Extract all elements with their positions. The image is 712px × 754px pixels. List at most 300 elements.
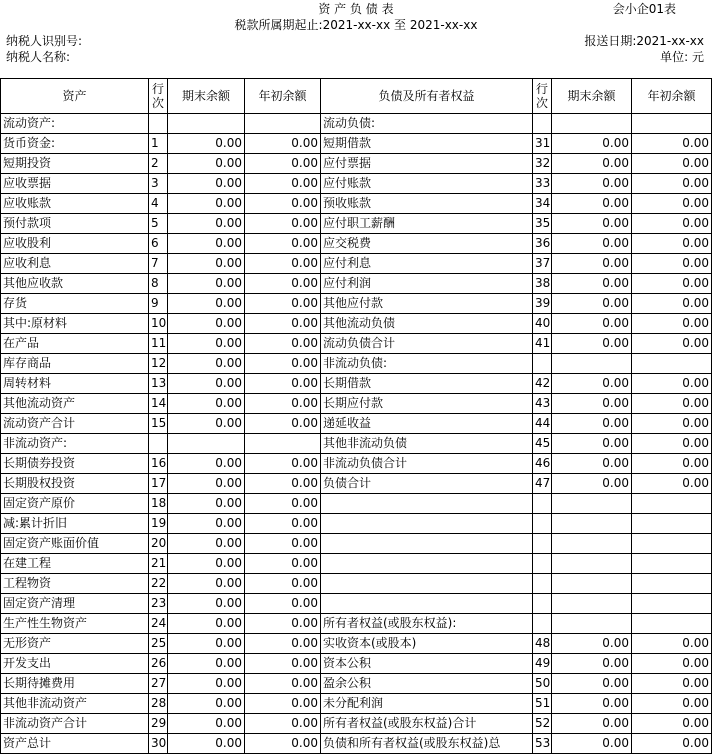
- asset-begin-balance-cell: 0.00: [245, 494, 321, 514]
- asset-line-cell: 22: [149, 574, 168, 594]
- line-header-bottom: 次: [535, 96, 548, 110]
- asset-name-cell: 流动资产合计: [1, 414, 149, 434]
- asset-line-column-header: [149, 79, 168, 114]
- asset-end-balance-cell: 0.00: [168, 214, 245, 234]
- liability-line-cell: [533, 554, 552, 574]
- liability-begin-balance-cell: 0.00: [632, 394, 712, 414]
- asset-begin-balance-cell: 0.00: [245, 734, 321, 754]
- asset-name-cell: 应收账款: [1, 194, 149, 214]
- asset-begin-balance-cell: 0.00: [245, 334, 321, 354]
- asset-line-cell: 20: [149, 534, 168, 554]
- asset-name-cell: 应收票据: [1, 174, 149, 194]
- asset-begin-balance-cell: 0.00: [245, 254, 321, 274]
- liability-end-balance-cell: 0.00: [552, 134, 632, 154]
- liability-name-cell: 预收账款: [321, 194, 533, 214]
- asset-name-cell: 长期待摊费用: [1, 674, 149, 694]
- asset-begin-balance-cell: [245, 434, 321, 454]
- liability-end-balance-cell: 0.00: [552, 254, 632, 274]
- asset-begin-balance-cell: 0.00: [245, 534, 321, 554]
- asset-name-cell: 其他非流动资产: [1, 694, 149, 714]
- liability-name-cell: [321, 594, 533, 614]
- asset-line-cell: 23: [149, 594, 168, 614]
- asset-begin-balance-cell: 0.00: [245, 274, 321, 294]
- liability-begin-balance-cell: 0.00: [632, 634, 712, 654]
- liability-begin-balance-cell: 0.00: [632, 174, 712, 194]
- liability-end-balance-cell: 0.00: [552, 674, 632, 694]
- asset-begin-balance-cell: 0.00: [245, 354, 321, 374]
- liability-name-cell: 应交税费: [321, 234, 533, 254]
- liability-begin-balance-cell: 0.00: [632, 654, 712, 674]
- liability-line-cell: 39: [533, 294, 552, 314]
- liability-end-balance-cell: 0.00: [552, 194, 632, 214]
- liability-begin-balance-cell: 0.00: [632, 734, 712, 754]
- liability-name-cell: 其他流动负债: [321, 314, 533, 334]
- table-row: [1, 494, 712, 514]
- liability-end-balance-cell: [552, 614, 632, 634]
- liability-end-balance-cell: [552, 354, 632, 374]
- liability-begin-balance-cell: 0.00: [632, 234, 712, 254]
- asset-end-balance-cell: 0.00: [168, 474, 245, 494]
- asset-begin-balance-cell: 0.00: [245, 574, 321, 594]
- liability-line-cell: [533, 494, 552, 514]
- liability-begin-balance-header: 年初余额: [632, 79, 712, 114]
- liability-line-cell: 48: [533, 634, 552, 654]
- liability-end-balance-cell: 0.00: [552, 714, 632, 734]
- asset-end-balance-cell: 0.00: [168, 254, 245, 274]
- asset-name-cell: 其他流动资产: [1, 394, 149, 414]
- asset-line-cell: 6: [149, 234, 168, 254]
- asset-line-cell: 14: [149, 394, 168, 414]
- asset-column-header: 资产: [1, 79, 149, 114]
- liability-line-cell: 47: [533, 474, 552, 494]
- liability-name-cell: 流动负债:: [321, 114, 533, 134]
- asset-end-balance-cell: 0.00: [168, 574, 245, 594]
- asset-end-balance-cell: 0.00: [168, 534, 245, 554]
- asset-end-balance-cell: 0.00: [168, 234, 245, 254]
- asset-end-balance-cell: 0.00: [168, 494, 245, 514]
- liability-begin-balance-cell: 0.00: [632, 474, 712, 494]
- liability-begin-balance-cell: 0.00: [632, 274, 712, 294]
- liability-name-cell: 负债和所有者权益(或股东权益)总: [321, 734, 533, 754]
- asset-begin-balance-cell: 0.00: [245, 714, 321, 734]
- liability-name-cell: 其他非流动负债: [321, 434, 533, 454]
- table-row: [1, 214, 712, 234]
- liability-line-cell: 45: [533, 434, 552, 454]
- asset-line-cell: 18: [149, 494, 168, 514]
- asset-name-cell: 固定资产清理: [1, 594, 149, 614]
- asset-name-cell: 其他应收款: [1, 274, 149, 294]
- liability-line-column-header: [533, 79, 552, 114]
- asset-begin-balance-cell: 0.00: [245, 234, 321, 254]
- liability-name-cell: [321, 494, 533, 514]
- asset-name-cell: 固定资产原价: [1, 494, 149, 514]
- asset-end-balance-cell: 0.00: [168, 334, 245, 354]
- asset-name-cell: 库存商品: [1, 354, 149, 374]
- asset-line-cell: 8: [149, 274, 168, 294]
- liability-name-cell: 应付职工薪酬: [321, 214, 533, 234]
- asset-end-balance-cell: [168, 434, 245, 454]
- liability-begin-balance-cell: [632, 494, 712, 514]
- liability-begin-balance-cell: 0.00: [632, 214, 712, 234]
- asset-line-cell: 24: [149, 614, 168, 634]
- liability-name-cell: 负债合计: [321, 474, 533, 494]
- liability-name-cell: [321, 514, 533, 534]
- asset-begin-balance-cell: 0.00: [245, 154, 321, 174]
- asset-name-cell: 资产总计: [1, 734, 149, 754]
- liability-line-cell: 41: [533, 334, 552, 354]
- liability-name-cell: 应付票据: [321, 154, 533, 174]
- taxpayer-name-label: 纳税人名称:: [6, 50, 71, 64]
- asset-begin-balance-cell: 0.00: [245, 454, 321, 474]
- asset-name-cell: 无形资产: [1, 634, 149, 654]
- asset-end-balance-cell: 0.00: [168, 354, 245, 374]
- liability-begin-balance-cell: [632, 114, 712, 134]
- asset-begin-balance-cell: 0.00: [245, 134, 321, 154]
- liability-begin-balance-cell: 0.00: [632, 434, 712, 454]
- table-row: [1, 294, 712, 314]
- liability-name-cell: 应付账款: [321, 174, 533, 194]
- table-row: [1, 174, 712, 194]
- asset-line-cell: 19: [149, 514, 168, 534]
- liability-name-cell: [321, 574, 533, 594]
- asset-end-balance-cell: 0.00: [168, 194, 245, 214]
- liability-line-cell: [533, 534, 552, 554]
- liability-begin-balance-cell: 0.00: [632, 454, 712, 474]
- asset-line-cell: 4: [149, 194, 168, 214]
- table-row: [1, 434, 712, 454]
- liability-name-cell: 递延收益: [321, 414, 533, 434]
- asset-end-balance-cell: 0.00: [168, 734, 245, 754]
- tax-period: 税款所属期起止:2021-xx-xx 至 2021-xx-xx: [234, 18, 478, 32]
- liability-end-balance-cell: 0.00: [552, 414, 632, 434]
- table-row: [1, 154, 712, 174]
- liability-name-cell: 非流动负债:: [321, 354, 533, 374]
- asset-name-cell: 预付款项: [1, 214, 149, 234]
- liability-end-balance-cell: 0.00: [552, 234, 632, 254]
- liability-line-cell: 49: [533, 654, 552, 674]
- table-row: [1, 614, 712, 634]
- table-row: [1, 274, 712, 294]
- table-row: [1, 414, 712, 434]
- liability-end-balance-cell: 0.00: [552, 734, 632, 754]
- liability-line-cell: 43: [533, 394, 552, 414]
- balance-sheet-table: [0, 78, 712, 754]
- asset-name-cell: 应收利息: [1, 254, 149, 274]
- asset-line-cell: 27: [149, 674, 168, 694]
- asset-end-balance-cell: 0.00: [168, 674, 245, 694]
- line-header-top: 行: [535, 82, 548, 96]
- liability-line-cell: 50: [533, 674, 552, 694]
- liability-line-cell: [533, 354, 552, 374]
- liability-begin-balance-cell: 0.00: [632, 134, 712, 154]
- table-row: [1, 574, 712, 594]
- liability-begin-balance-cell: 0.00: [632, 314, 712, 334]
- asset-end-balance-cell: 0.00: [168, 634, 245, 654]
- asset-end-balance-cell: 0.00: [168, 394, 245, 414]
- table-row: [1, 534, 712, 554]
- asset-end-balance-cell: 0.00: [168, 714, 245, 734]
- asset-line-cell: 10: [149, 314, 168, 334]
- asset-name-cell: 生产性生物资产: [1, 614, 149, 634]
- liability-begin-balance-cell: [632, 514, 712, 534]
- asset-line-cell: [149, 434, 168, 454]
- liability-end-balance-cell: [552, 534, 632, 554]
- asset-line-cell: 30: [149, 734, 168, 754]
- asset-name-cell: 其中:原材料: [1, 314, 149, 334]
- asset-line-cell: 11: [149, 334, 168, 354]
- liability-line-cell: 38: [533, 274, 552, 294]
- liability-begin-balance-cell: [632, 594, 712, 614]
- table-row: [1, 334, 712, 354]
- liability-line-cell: 37: [533, 254, 552, 274]
- asset-name-cell: 减:累计折旧: [1, 514, 149, 534]
- asset-begin-balance-cell: 0.00: [245, 554, 321, 574]
- asset-name-cell: 应收股利: [1, 234, 149, 254]
- liability-end-balance-cell: 0.00: [552, 434, 632, 454]
- balance-sheet-body: [1, 114, 712, 754]
- liability-end-balance-cell: [552, 594, 632, 614]
- liability-name-cell: 资本公积: [321, 654, 533, 674]
- liability-end-balance-cell: 0.00: [552, 654, 632, 674]
- asset-begin-balance-cell: 0.00: [245, 294, 321, 314]
- table-row: [1, 234, 712, 254]
- asset-line-cell: 12: [149, 354, 168, 374]
- asset-begin-balance-cell: 0.00: [245, 694, 321, 714]
- table-row: [1, 514, 712, 534]
- asset-name-cell: 开发支出: [1, 654, 149, 674]
- report-title: 资 产 负 债 表: [318, 2, 394, 16]
- asset-begin-balance-cell: 0.00: [245, 474, 321, 494]
- asset-end-balance-cell: 0.00: [168, 154, 245, 174]
- asset-line-cell: 15: [149, 414, 168, 434]
- liability-begin-balance-cell: 0.00: [632, 294, 712, 314]
- asset-begin-balance-cell: 0.00: [245, 634, 321, 654]
- liability-name-cell: 未分配利润: [321, 694, 533, 714]
- liability-name-cell: [321, 534, 533, 554]
- liability-line-cell: 42: [533, 374, 552, 394]
- asset-begin-balance-cell: 0.00: [245, 214, 321, 234]
- liability-line-cell: 46: [533, 454, 552, 474]
- liability-line-cell: 51: [533, 694, 552, 714]
- asset-line-cell: 25: [149, 634, 168, 654]
- liability-end-balance-cell: 0.00: [552, 334, 632, 354]
- liability-end-balance-cell: 0.00: [552, 154, 632, 174]
- liability-name-cell: 其他应付款: [321, 294, 533, 314]
- asset-end-balance-cell: 0.00: [168, 514, 245, 534]
- asset-line-cell: [149, 114, 168, 134]
- currency-unit: 单位: 元: [660, 50, 704, 64]
- table-header-row: [1, 79, 712, 114]
- asset-begin-balance-cell: 0.00: [245, 314, 321, 334]
- liability-line-cell: 52: [533, 714, 552, 734]
- liability-begin-balance-cell: [632, 614, 712, 634]
- form-number: 会小企01表: [612, 2, 676, 16]
- asset-line-cell: 26: [149, 654, 168, 674]
- asset-name-cell: 短期投资: [1, 154, 149, 174]
- liability-line-cell: 35: [533, 214, 552, 234]
- table-row: [1, 194, 712, 214]
- liability-begin-balance-cell: 0.00: [632, 714, 712, 734]
- asset-line-cell: 29: [149, 714, 168, 734]
- table-row: [1, 654, 712, 674]
- asset-begin-balance-cell: 0.00: [245, 414, 321, 434]
- liability-end-balance-cell: [552, 554, 632, 574]
- liability-line-cell: [533, 614, 552, 634]
- asset-begin-balance-header: 年初余额: [245, 79, 321, 114]
- table-row: [1, 714, 712, 734]
- table-row: [1, 674, 712, 694]
- asset-name-cell: 工程物资: [1, 574, 149, 594]
- liability-begin-balance-cell: 0.00: [632, 374, 712, 394]
- asset-end-balance-cell: 0.00: [168, 554, 245, 574]
- liability-end-balance-cell: 0.00: [552, 174, 632, 194]
- table-row: [1, 394, 712, 414]
- liability-end-balance-cell: [552, 514, 632, 534]
- table-row: [1, 374, 712, 394]
- asset-line-cell: 21: [149, 554, 168, 574]
- asset-end-balance-cell: [168, 114, 245, 134]
- asset-line-cell: 5: [149, 214, 168, 234]
- table-row: [1, 134, 712, 154]
- asset-end-balance-cell: 0.00: [168, 614, 245, 634]
- taxpayer-id-label: 纳税人识别号:: [6, 34, 83, 48]
- liability-name-cell: 盈余公积: [321, 674, 533, 694]
- liability-name-cell: 短期借款: [321, 134, 533, 154]
- liability-end-balance-cell: 0.00: [552, 274, 632, 294]
- liability-line-cell: 40: [533, 314, 552, 334]
- asset-begin-balance-cell: 0.00: [245, 514, 321, 534]
- asset-end-balance-cell: 0.00: [168, 134, 245, 154]
- asset-name-cell: 在建工程: [1, 554, 149, 574]
- liability-end-balance-cell: 0.00: [552, 474, 632, 494]
- liability-line-cell: 34: [533, 194, 552, 214]
- asset-end-balance-cell: 0.00: [168, 694, 245, 714]
- asset-name-cell: 货币资金:: [1, 134, 149, 154]
- liability-begin-balance-cell: [632, 354, 712, 374]
- report-date: 报送日期:2021-xx-xx: [584, 34, 704, 48]
- liability-line-cell: [533, 114, 552, 134]
- liability-line-cell: 44: [533, 414, 552, 434]
- liability-end-balance-cell: [552, 494, 632, 514]
- liability-begin-balance-cell: 0.00: [632, 674, 712, 694]
- liability-name-cell: 应付利润: [321, 274, 533, 294]
- asset-end-balance-cell: 0.00: [168, 594, 245, 614]
- liability-name-cell: 流动负债合计: [321, 334, 533, 354]
- liability-begin-balance-cell: [632, 554, 712, 574]
- liability-end-balance-cell: [552, 114, 632, 134]
- asset-end-balance-cell: 0.00: [168, 374, 245, 394]
- asset-begin-balance-cell: 0.00: [245, 674, 321, 694]
- asset-line-cell: 16: [149, 454, 168, 474]
- table-row: [1, 314, 712, 334]
- asset-name-cell: 非流动资产合计: [1, 714, 149, 734]
- liability-end-balance-header: 期末余额: [552, 79, 632, 114]
- liability-name-cell: [321, 554, 533, 574]
- asset-begin-balance-cell: 0.00: [245, 394, 321, 414]
- asset-begin-balance-cell: 0.00: [245, 374, 321, 394]
- liability-name-cell: 所有者权益(或股东权益):: [321, 614, 533, 634]
- table-row: [1, 114, 712, 134]
- liability-begin-balance-cell: [632, 534, 712, 554]
- liability-line-cell: 33: [533, 174, 552, 194]
- liability-name-cell: 所有者权益(或股东权益)合计: [321, 714, 533, 734]
- asset-end-balance-cell: 0.00: [168, 274, 245, 294]
- asset-end-balance-cell: 0.00: [168, 414, 245, 434]
- liability-begin-balance-cell: 0.00: [632, 694, 712, 714]
- liability-end-balance-cell: 0.00: [552, 454, 632, 474]
- asset-end-balance-cell: 0.00: [168, 294, 245, 314]
- asset-begin-balance-cell: 0.00: [245, 654, 321, 674]
- line-header-bottom: 次: [151, 96, 164, 110]
- asset-line-cell: 9: [149, 294, 168, 314]
- asset-name-cell: 在产品: [1, 334, 149, 354]
- asset-line-cell: 2: [149, 154, 168, 174]
- liability-line-cell: 32: [533, 154, 552, 174]
- asset-end-balance-cell: 0.00: [168, 454, 245, 474]
- liability-end-balance-cell: [552, 574, 632, 594]
- liability-line-cell: 53: [533, 734, 552, 754]
- table-row: [1, 734, 712, 754]
- liability-name-cell: 应付利息: [321, 254, 533, 274]
- asset-line-cell: 1: [149, 134, 168, 154]
- liability-name-cell: 长期应付款: [321, 394, 533, 414]
- liability-name-cell: 非流动负债合计: [321, 454, 533, 474]
- table-row: [1, 634, 712, 654]
- liability-end-balance-cell: 0.00: [552, 634, 632, 654]
- liability-begin-balance-cell: 0.00: [632, 254, 712, 274]
- liability-end-balance-cell: 0.00: [552, 394, 632, 414]
- asset-name-cell: 周转材料: [1, 374, 149, 394]
- asset-name-cell: 长期股权投资: [1, 474, 149, 494]
- liability-line-cell: 31: [533, 134, 552, 154]
- liability-column-header: 负债及所有者权益: [321, 79, 533, 114]
- asset-end-balance-cell: 0.00: [168, 654, 245, 674]
- liability-end-balance-cell: 0.00: [552, 214, 632, 234]
- liability-end-balance-cell: 0.00: [552, 374, 632, 394]
- table-row: [1, 554, 712, 574]
- asset-name-cell: 固定资产账面价值: [1, 534, 149, 554]
- liability-end-balance-cell: 0.00: [552, 294, 632, 314]
- table-row: [1, 354, 712, 374]
- asset-name-cell: 流动资产:: [1, 114, 149, 134]
- asset-line-cell: 13: [149, 374, 168, 394]
- liability-name-cell: 长期借款: [321, 374, 533, 394]
- asset-name-cell: 非流动资产:: [1, 434, 149, 454]
- liability-line-cell: [533, 594, 552, 614]
- asset-begin-balance-cell: 0.00: [245, 174, 321, 194]
- liability-end-balance-cell: 0.00: [552, 314, 632, 334]
- liability-line-cell: [533, 514, 552, 534]
- asset-name-cell: 存货: [1, 294, 149, 314]
- liability-name-cell: 实收资本(或股本): [321, 634, 533, 654]
- liability-end-balance-cell: 0.00: [552, 694, 632, 714]
- asset-line-cell: 17: [149, 474, 168, 494]
- liability-begin-balance-cell: 0.00: [632, 154, 712, 174]
- asset-begin-balance-cell: 0.00: [245, 614, 321, 634]
- asset-name-cell: 长期债券投资: [1, 454, 149, 474]
- asset-end-balance-cell: 0.00: [168, 314, 245, 334]
- liability-begin-balance-cell: [632, 574, 712, 594]
- line-header-top: 行: [151, 82, 164, 96]
- table-row: [1, 594, 712, 614]
- asset-begin-balance-cell: [245, 114, 321, 134]
- liability-begin-balance-cell: 0.00: [632, 334, 712, 354]
- liability-begin-balance-cell: 0.00: [632, 414, 712, 434]
- asset-begin-balance-cell: 0.00: [245, 194, 321, 214]
- asset-line-cell: 7: [149, 254, 168, 274]
- liability-line-cell: 36: [533, 234, 552, 254]
- liability-begin-balance-cell: 0.00: [632, 194, 712, 214]
